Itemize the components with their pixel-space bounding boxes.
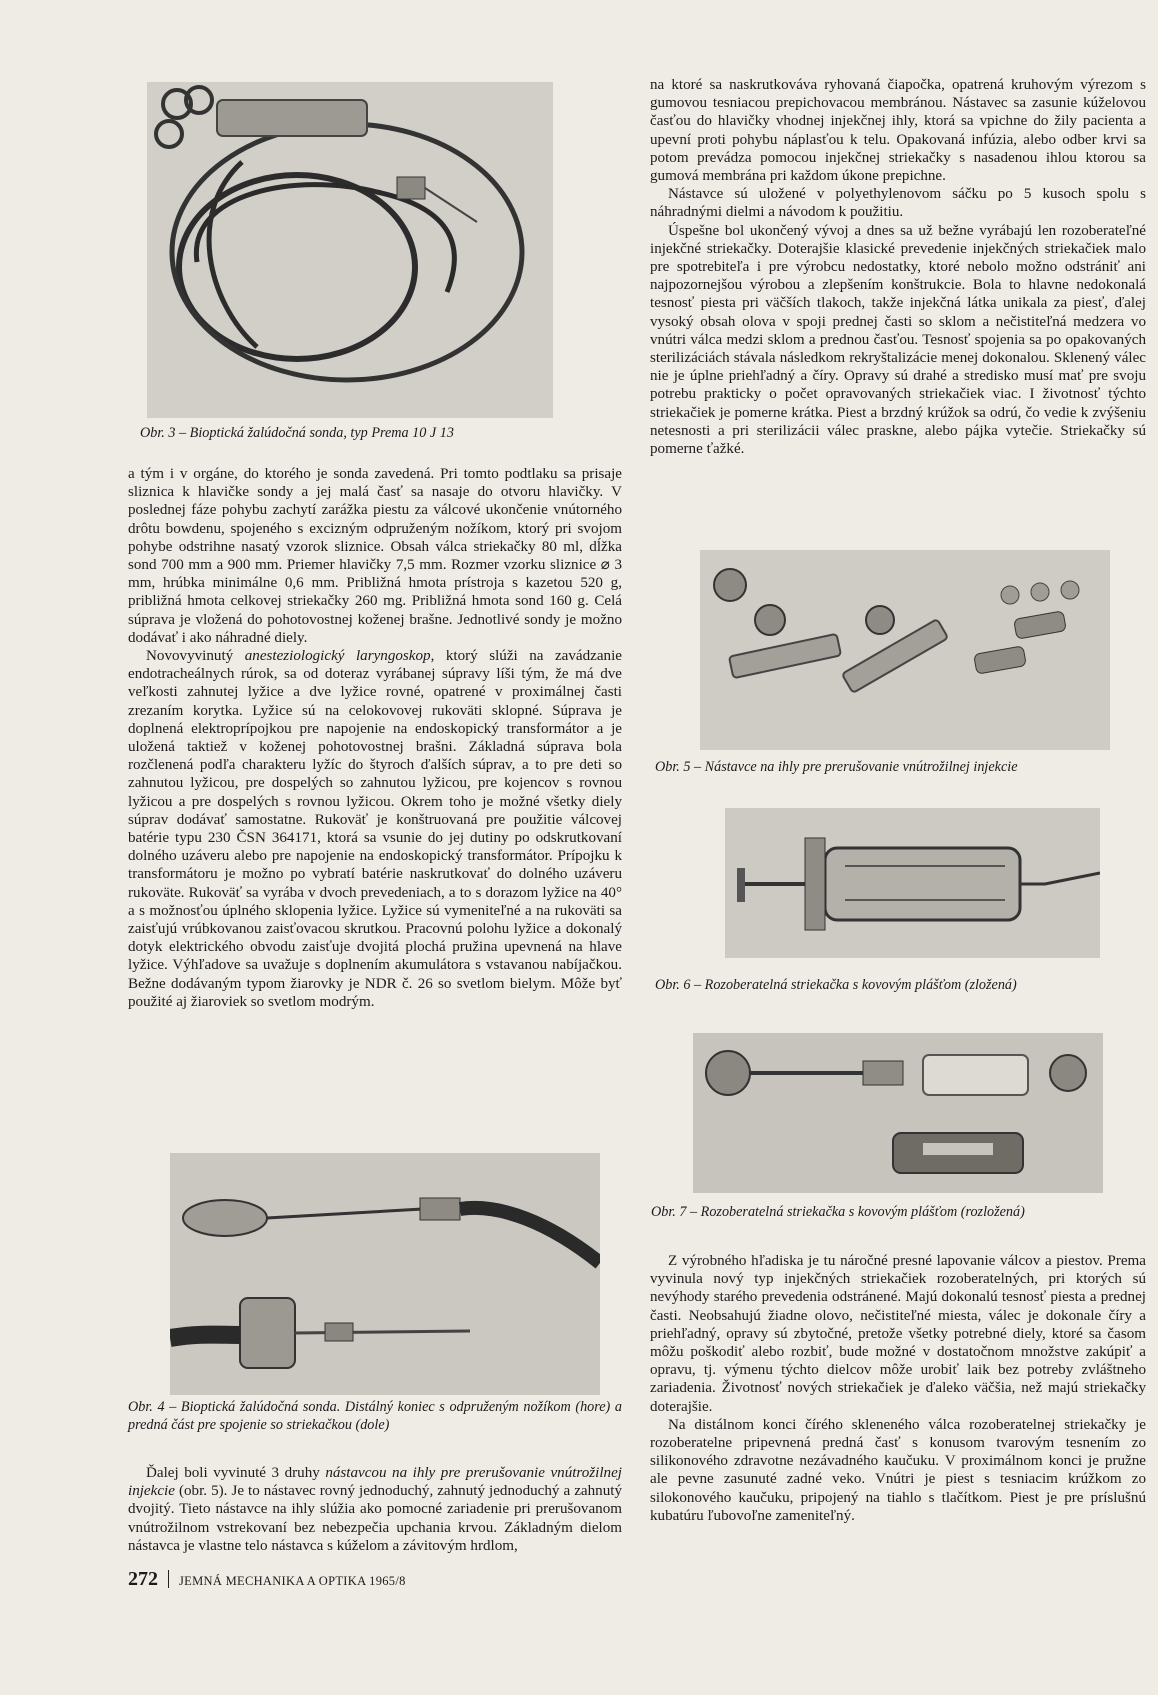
figure-6-caption: Obr. 6 – Rozoberatelná striekačka s kovovým plášťom (zložená) [655,977,1017,993]
page-footer [128,1568,406,1591]
figure-5-caption: Obr. 5 – Nástavce na ihly pre prerušovanie vnútrožilnej injekcie [655,759,1018,775]
figure-7-photo [693,1033,1103,1193]
emphasis: anesteziologický laryngoskop [244,648,431,665]
emphasis: nástavcou na ihly pre prerušovanie vnútrožilnej injekcie [128,1465,622,1500]
paragraph: a tým i v orgáne, do ktorého je sonda zavedená. Pri tomto podtlaku sa prisaje sliznica k hlavičke sondy a jej malá časť sa nasaje do otvoru hlavičky. V poslednej fáze pohybu zachytí zarážka piestu za válcové ukončenie vnútorného drôtu bowdenu, spojeného s excizným odpruženým nožíkom, ktorý pri svojom pohybe odstrihne nasatý vzorok sliznice. Obsah válca striekačky 80 ml, dĺžka sond 700 mm a 900 mm. Priemer hlavičky 7,5 mm. Rozmer vzorku sliznice ⌀ 3 mm, hrúbka minimálne 0,6 mm. Približná hmota prístroja s kazetou 520 g, približná hmota celkovej striekačky 260 mg. Približná hmota sond 160 g. Celá súprava je vložená do pohotovostnej koženej brašne. Jednotlivé sondy je možno dodávať i ako náhradné diely. [128,466,622,646]
figure-6-photo [725,808,1100,958]
figure-7-caption: Obr. 7 – Rozoberatelná striekačka s kovovým plášťom (rozložená) [651,1204,1025,1220]
paragraph: Úspešne bol ukončený vývoj a dnes sa už bežne vyrábajú len rozoberateľné injekčné striekačky. Doterajšie klasické prevedenie injekčných striekačiek malo pre spotrebiteľa i pre výrobcu nedostatky, ktoré nebolo možno odstrániť ani najpozornejšou výrobou a zlepšením konštrukcie. Bola to hlavne nedokonalá tesnosť piesta pri väčších tlakoch, takže injekčná látka unikala za piesť, ďalej vysoký obsah olova v spoji prednej časti so sklom a nečistiteľná medzera vo vnútri válca medzi sklom a prednou časťou. Tesnosť spojenia sa po opakovaných sterilizáciách stávala následkom rekryštalizácie menej dokonalou. Sklenený válec nie je úplne priehľadný a číry. Opravy sú drahé a stredisko musí mať pre svoju potrebu prakticky o počet opravovaných striekačiek viac. I životnosť týchto striekačiek je pomerne krátka. Piest a brzdný krúžok sa odrú, čo vedie k zvýšeniu netesnosti a pri sterilizácii válec praskne, alebo pájka vytečie. Striekačky sú pomerne ťažké. [650,222,1146,458]
paragraph: Z výrobného hľadiska je tu náročné presné lapovanie válcov a piestov. Prema vyvinula nový typ injekčných striekačiek rozoberatelných, pri ktorých sú nevýhody starého prevedenia odstránené. Majú dokonalú tesnosť piesta a prednej časti. Neobsahujú žiadne olovo, nečistiteľné miesta, válec je dokonale číry a priehľadný, opravy sú zbytočné, pretože všetky potrebné diely, ktoré sa časom môžu poškodiť alebo rozbiť, bude možné v dostatočnom množstve zakúpiť a opravu, tj. výmenu týchto dielcov môže urobiť laik bez potreby zvláštneho zariadenia. Životnosť nových striekačiek je ďaleko väčšia, než majú striekačky doterajšie. [650,1253,1146,1415]
left-column [128,465,622,1011]
figure-3-caption: Obr. 3 – Bioptická žalúdočná sonda, typ Prema 10 J 13 [140,425,454,441]
left-column-bottom [128,1464,622,1555]
paragraph: Ďalej boli vyvinuté 3 druhy nástavcou na ihly pre prerušovanie vnútrožilnej injekcie (obr. 5). Je to nástavec rovný jednoduchý, zahnutý jednoduchý a zahnutý dvojitý. Tieto nástavce na ihly slúžia ako pomocné zariadenie pri prerušovanom vnútrožilnom vstrekovaní bez nebezpečia upchania krvou. Základným dielom nástavca je vlastne telo nástavca s kúželom a závitovým hrdlom, [128,1465,622,1554]
footer-divider [168,1570,169,1588]
figure-3-photo [147,82,553,418]
page-number: 272 [128,1568,158,1590]
paragraph: Na distálnom konci čírého skleneného válca rozoberatelnej striekačky je rozoberatelne pripevnená predná časť s konusom tvarovým tesnením zo silikonového zdravotne nezávadného kaučuku. V proximálnom konci je pružne ale pevne zasunuté zadné veko. Vnútri je piest s tesniacim krúžkom zo silokonového kaučuku, pripojený na tiahlo s tlačítkom. Piest je pre príslušnú kubatúru ľubovoľne zameniteľný. [650,1416,1146,1524]
paragraph: Nástavce sú uložené v polyethylenovom sáčku po 5 kusoch spolu s náhradnými dielmi a návodom k použitiu. [650,186,1146,221]
paragraph: na ktoré sa naskrutkováva ryhovaná čiapočka, opatrená kruhovým výrezom s gumovou tesniacou prepichovacou membránou. Nástavec sa zasunie kúželovou časťou do hlavičky vhodnej injekčnej ihly, ktorá sa vpichne do žily pacienta a upevní proti pohybu náplasťou k telu. Opakovaná infúzia, alebo odber krvi sa potom prevádza pomocou injekčnej striekačky s nasadenou ihlou ktorou sa gumová membrána pri každom úkone prepichne. [650,77,1146,185]
journal-title: JEMNÁ MECHANIKA A OPTIKA 1965/8 [179,1574,406,1588]
paragraph: Novovyvinutý anesteziologický laryngoskop, ktorý slúži na zavádzanie endotracheálnych rúrok, sa od doteraz vyrábanej súpravy líši tým, že má dve veľkosti zahnutej lyžice a dve lyžice rovné, opatrené v proximálnej časti zrezaním korytka. Lyžice sú na celokovovej rukoväti sklopné. Súprava je doplnená elektroprípojkou pre napojenie na endoskopický transformátor a je uložená taktiež v koženej pohotovostnej brašni. Základná súprava bola rozčlenená podľa charakteru lyžíc do štyroch ďalších súprav, a to pre deti so zahnutou lyžicou, pre dospelých so zahnutou lyžicou, pre kojencov s rovnou lyžicou a pre dospelých s rovnou lyžicou. Okrem toho je možné všetky diely súprav dodávať samostatne. Rukoväť je konštruovaná pre použitie válcovej batérie typu 230 ČSN 364171, ktorá sa vsunie do jej dutiny po odskrutkovaní dolného uzáveru alebo pre napojenie na endoskopický transformátor. Prípojku k transformátoru je možno po vybratí batérie naskrutkovať do dolného uzáveru rukoväte. Rukoväť sa vyrába v dvoch prevedeniach, a to s dorazom lyžice na 40° a s možnosťou úplného sklopenia lyžice. Lyžice sú vymeniteľné a na rukoväti sa zaisťujú vrúbkovanou zaisťovacou skrutkou. Pracovnú polohu lyžice a dokonalý dotyk elektrického obvodu zaisťuje dvojitá plochá pružina upevnená na hlave lyžice. Výhľadove sa uvažuje s doplnením akumulátora s vstavanou nabíjačkou. Bežne dodávaným typom žiarovky je NDR č. 26 so svetlom bielym. Môže byť použité aj žiaroviek so svetlom modrým. [128,648,623,1010]
figure-5-photo [700,550,1110,750]
right-column-bottom [650,1252,1146,1525]
figure-4-photo [170,1153,600,1395]
figure-4-caption: Obr. 4 – Bioptická žalúdočná sonda. Distálný koniec s odpruženým nožíkom (hore) a predná část pre spojenie so striekačkou (dole) [128,1399,622,1433]
right-column-top [650,76,1146,458]
